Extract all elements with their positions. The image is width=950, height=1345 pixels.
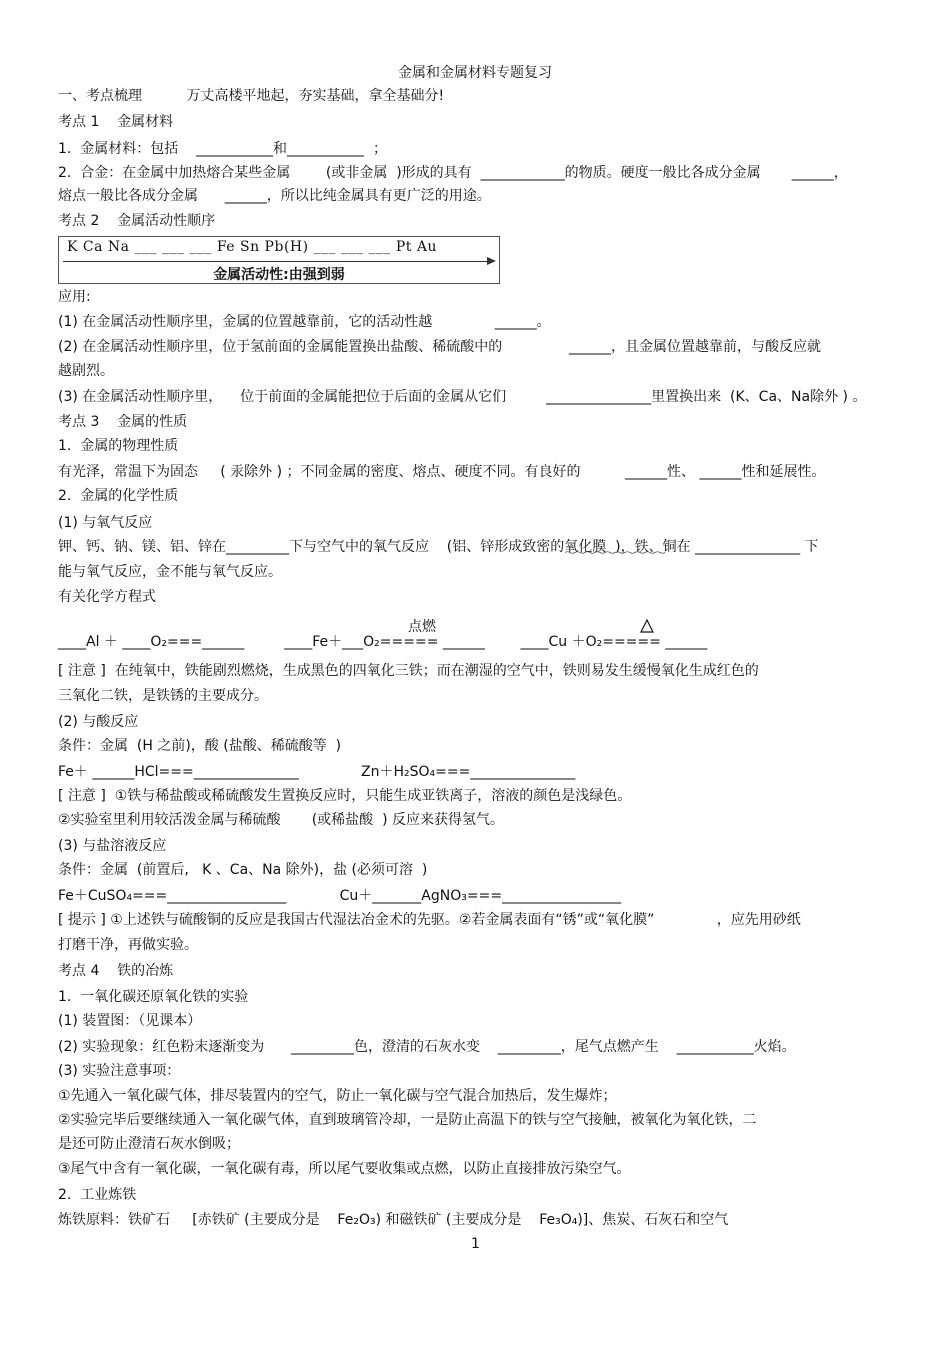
- activity-series-box: [58, 236, 500, 284]
- text-line: (3) 实验注意事项：: [58, 1063, 181, 1079]
- text-line: (3) 在金属活动性顺序里， 位于前面的金属能把位于后面的金属从它们 _______________里置换出来 (K、Ca、Na除外 ) 。: [58, 389, 867, 405]
- text-line: (2) 在金属活动性顺序里，位于氢前面的金属能置换出盐酸、稀硫酸中的 ______，且金属位置越靠前，与酸反应就: [58, 339, 822, 355]
- text-line: 1. 金属材料：包括 ___________和___________ ；: [58, 141, 387, 157]
- text-line: 条件：金属 (前置后, K 、Ca、Na 除外)，盐 (必须可溶 ): [58, 862, 428, 878]
- activity-series-row: K Ca Na ___ ___ ___ Fe Sn Pb(H) ___ ___ ___ Pt Au: [67, 239, 437, 255]
- wavy-underline: [565, 551, 665, 554]
- condition-ignite-label: 点燃: [408, 619, 436, 635]
- text-line: 越剧烈。: [58, 363, 114, 379]
- page-number: 1: [471, 1236, 480, 1252]
- activity-series-caption: 金属活动性:由强到弱: [213, 267, 345, 283]
- page-title: 金属和金属材料专题复习: [398, 65, 552, 81]
- text-line: 有光泽，常温下为固态 ( 汞除外 ) ；不同金属的密度、熔点、硬度不同。有良好的 ______性、 ______性和延展性。: [58, 464, 826, 480]
- text-line: ②实验室里利用较活泼金属与稀硫酸 (或稀盐酸 ) 反应来获得氢气。: [58, 812, 504, 828]
- text-line: 钾、钙、钠、镁、铝、锌在_________下与空气中的氧气反应 (铝、锌形成致密的氧化膜 )，铁、铜在 _______________ 下: [58, 539, 819, 555]
- topic-heading: 考点 2 金属活动性顺序: [58, 213, 216, 229]
- text-line: 熔点一般比各成分金属 ______，所以比纯金属具有更广泛的用途。: [58, 188, 491, 204]
- text-line: (1) 在金属活动性顺序里，金属的位置越靠前，它的活动性越 ______。: [58, 314, 551, 330]
- topic-heading: 考点 1 金属材料: [58, 114, 174, 130]
- triangle-heat-icon: [640, 619, 654, 633]
- text-line: ①先通入一氧化碳气体，排尽装置内的空气，防止一氧化碳与空气混合加热后，发生爆炸；: [58, 1088, 617, 1104]
- text-line: 2. 金属的化学性质: [58, 488, 179, 504]
- topic-heading: 考点 4 铁的冶炼: [58, 963, 174, 979]
- text-line: 1. 一氧化碳还原氧化铁的实验: [58, 989, 249, 1005]
- text-line: (1) 与氧气反应: [58, 515, 153, 531]
- text-line: ②实验完毕后要继续通入一氧化碳气体，直到玻璃管冷却，一是防止高温下的铁与空气接触，被氧化为氧化铁，二: [58, 1112, 757, 1128]
- text-line: 三氧化二铁，是铁锈的主要成分。: [58, 688, 268, 704]
- text-line: 炼铁原料：铁矿石 [赤铁矿 (主要成分是 Fe₂O₃) 和磁铁矿 (主要成分是 Fe₃O₄)]、焦炭、石灰石和空气: [58, 1212, 729, 1228]
- text-line: ③尾气中含有一氧化碳，一氧化碳有毒，所以尾气要收集或点燃，以防止直接排放污染空气。: [58, 1161, 631, 1177]
- text-line: 2. 工业炼铁: [58, 1187, 137, 1203]
- text-line: [ 注意 ] ①铁与稀盐酸或稀硫酸发生置换反应时，只能生成亚铁离子，溶液的颜色是浅绿色。: [58, 788, 632, 804]
- text-line: (2) 实验现象：红色粉末逐渐变为 _________色，澄清的石灰水变 _________，尾气点燃产生 ___________火焰。: [58, 1039, 796, 1055]
- text-line: [ 提示 ] ①上述铁与硫酸铜的反应是我国古代湿法冶金术的先驱。②若金属表面有“锈”或“氧化膜” ，应先用砂纸: [58, 912, 801, 928]
- text-line: 有关化学方程式: [58, 589, 156, 605]
- text-line: (3) 与盐溶液反应: [58, 838, 167, 854]
- text-line: 1. 金属的物理性质: [58, 438, 179, 454]
- arrow-line: [63, 261, 491, 262]
- text-line: 能与氧气反应，金不能与氧气反应。: [58, 564, 282, 580]
- text-line: 条件：金属 (H 之前)，酸 (盐酸、稀硫酸等 ): [58, 738, 342, 754]
- equation-line: Fe＋ ______HCl===_______________ Zn＋H₂SO₄===_______________: [58, 764, 576, 780]
- equation-line: ____Al ＋ ____O₂===______ ____Fe＋___O₂===== ______ ____Cu ＋O₂===== ______: [58, 634, 708, 650]
- text-line: (2) 与酸反应: [58, 714, 139, 730]
- text-line: 应用:: [58, 289, 91, 305]
- text-line: 2. 合金：在金属中加热熔合某些金属 (或非金属 )形成的具有 ____________的物质。硬度一般比各成分金属 ______，: [58, 165, 848, 181]
- topic-heading: 考点 3 金属的性质: [58, 414, 188, 430]
- text-line: [ 注意 ] 在纯氧中，铁能剧烈燃烧，生成黑色的四氧化三铁；而在潮湿的空气中，铁则易发生缓慢氧化生成红色的: [58, 663, 759, 679]
- text-line: 打磨干净，再做实验。: [58, 937, 198, 953]
- equation-line: Fe＋CuSO₄===_________________ Cu＋_______AgNO₃===_________________: [58, 888, 622, 904]
- section-heading: 一、考点梳理 万丈高楼平地起，夯实基础，拿全基础分!: [58, 88, 445, 104]
- text-line: 是还可防止澄清石灰水倒吸；: [58, 1136, 240, 1152]
- text-line: (1) 装置图：（见课本）: [58, 1013, 202, 1029]
